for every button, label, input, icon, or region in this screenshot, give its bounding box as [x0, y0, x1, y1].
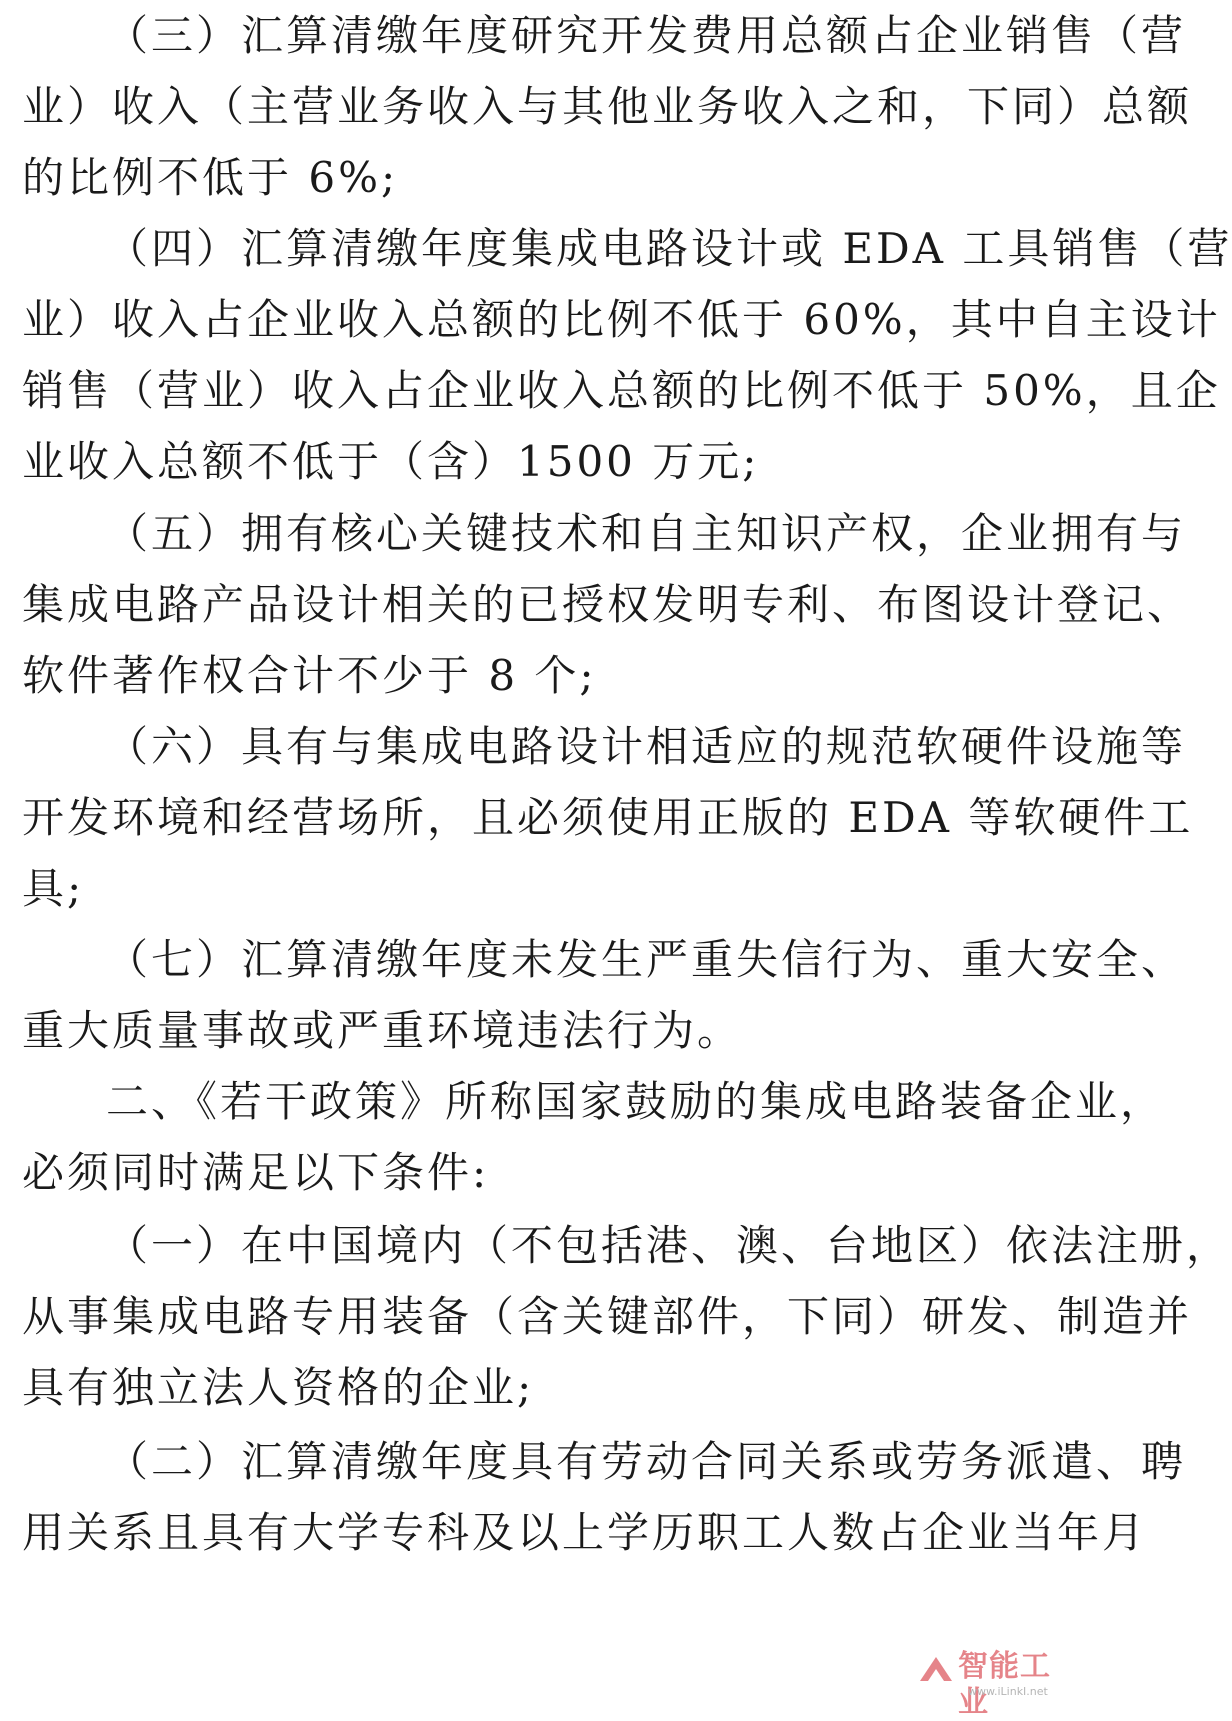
paragraph-line: 的比例不低于 6%;	[22, 153, 399, 202]
watermark-logo-icon	[916, 1651, 956, 1691]
paragraph-line: 具;	[22, 864, 85, 913]
section-heading-line: 二、《若干政策》所称国家鼓励的集成电路装备企业，	[106, 1077, 1166, 1126]
paragraph-line: （七）汇算清缴年度未发生严重失信行为、重大安全、	[106, 935, 1187, 984]
paragraph-line: 必须同时满足以下条件:	[22, 1148, 490, 1197]
paragraph-line: 销售（营业）收入占企业收入总额的比例不低于 50%，且企	[22, 366, 1221, 415]
paragraph-line: 业收入总额不低于（含）1500 万元;	[22, 437, 760, 486]
paragraph-line: （五）拥有核心关键技术和自主知识产权，企业拥有与	[106, 509, 1187, 558]
paragraph-line: 集成电路产品设计相关的已授权发明专利、布图设计登记、	[22, 580, 1193, 629]
paragraph-line: （六）具有与集成电路设计相适应的规范软硬件设施等	[106, 722, 1187, 771]
paragraph-line: 重大质量事故或严重环境违法行为。	[22, 1006, 743, 1055]
paragraph-line: 业）收入占企业收入总额的比例不低于 60%，其中自主设计	[22, 295, 1221, 344]
watermark	[916, 1649, 1066, 1720]
paragraph-line: 用关系且具有大学专科及以上学历职工人数占企业当年月	[22, 1508, 1148, 1557]
paragraph-line: 业）收入（主营业务收入与其他业务收入之和，下同）总额	[22, 82, 1193, 131]
paragraph-line: 从事集成电路专用装备（含关键部件，下同）研发、制造并	[22, 1292, 1193, 1341]
paragraph-line: （一）在中国境内（不包括港、澳、台地区）依法注册，	[106, 1221, 1232, 1270]
paragraph-line: （三）汇算清缴年度研究开发费用总额占企业销售（营	[106, 11, 1187, 60]
paragraph-line: （二）汇算清缴年度具有劳动合同关系或劳务派遣、聘	[106, 1437, 1187, 1486]
watermark-url: www.iLinkI.net	[968, 1685, 1048, 1698]
paragraph-line: 开发环境和经营场所，且必须使用正版的 EDA 等软硬件工	[22, 793, 1194, 842]
watermark-text: 智能工业	[958, 1649, 1051, 1720]
paragraph-line: （四）汇算清缴年度集成电路设计或 EDA 工具销售（营	[106, 224, 1232, 273]
paragraph-line: 具有独立法人资格的企业;	[22, 1363, 535, 1412]
paragraph-line: 软件著作权合计不少于 8 个;	[22, 651, 597, 700]
